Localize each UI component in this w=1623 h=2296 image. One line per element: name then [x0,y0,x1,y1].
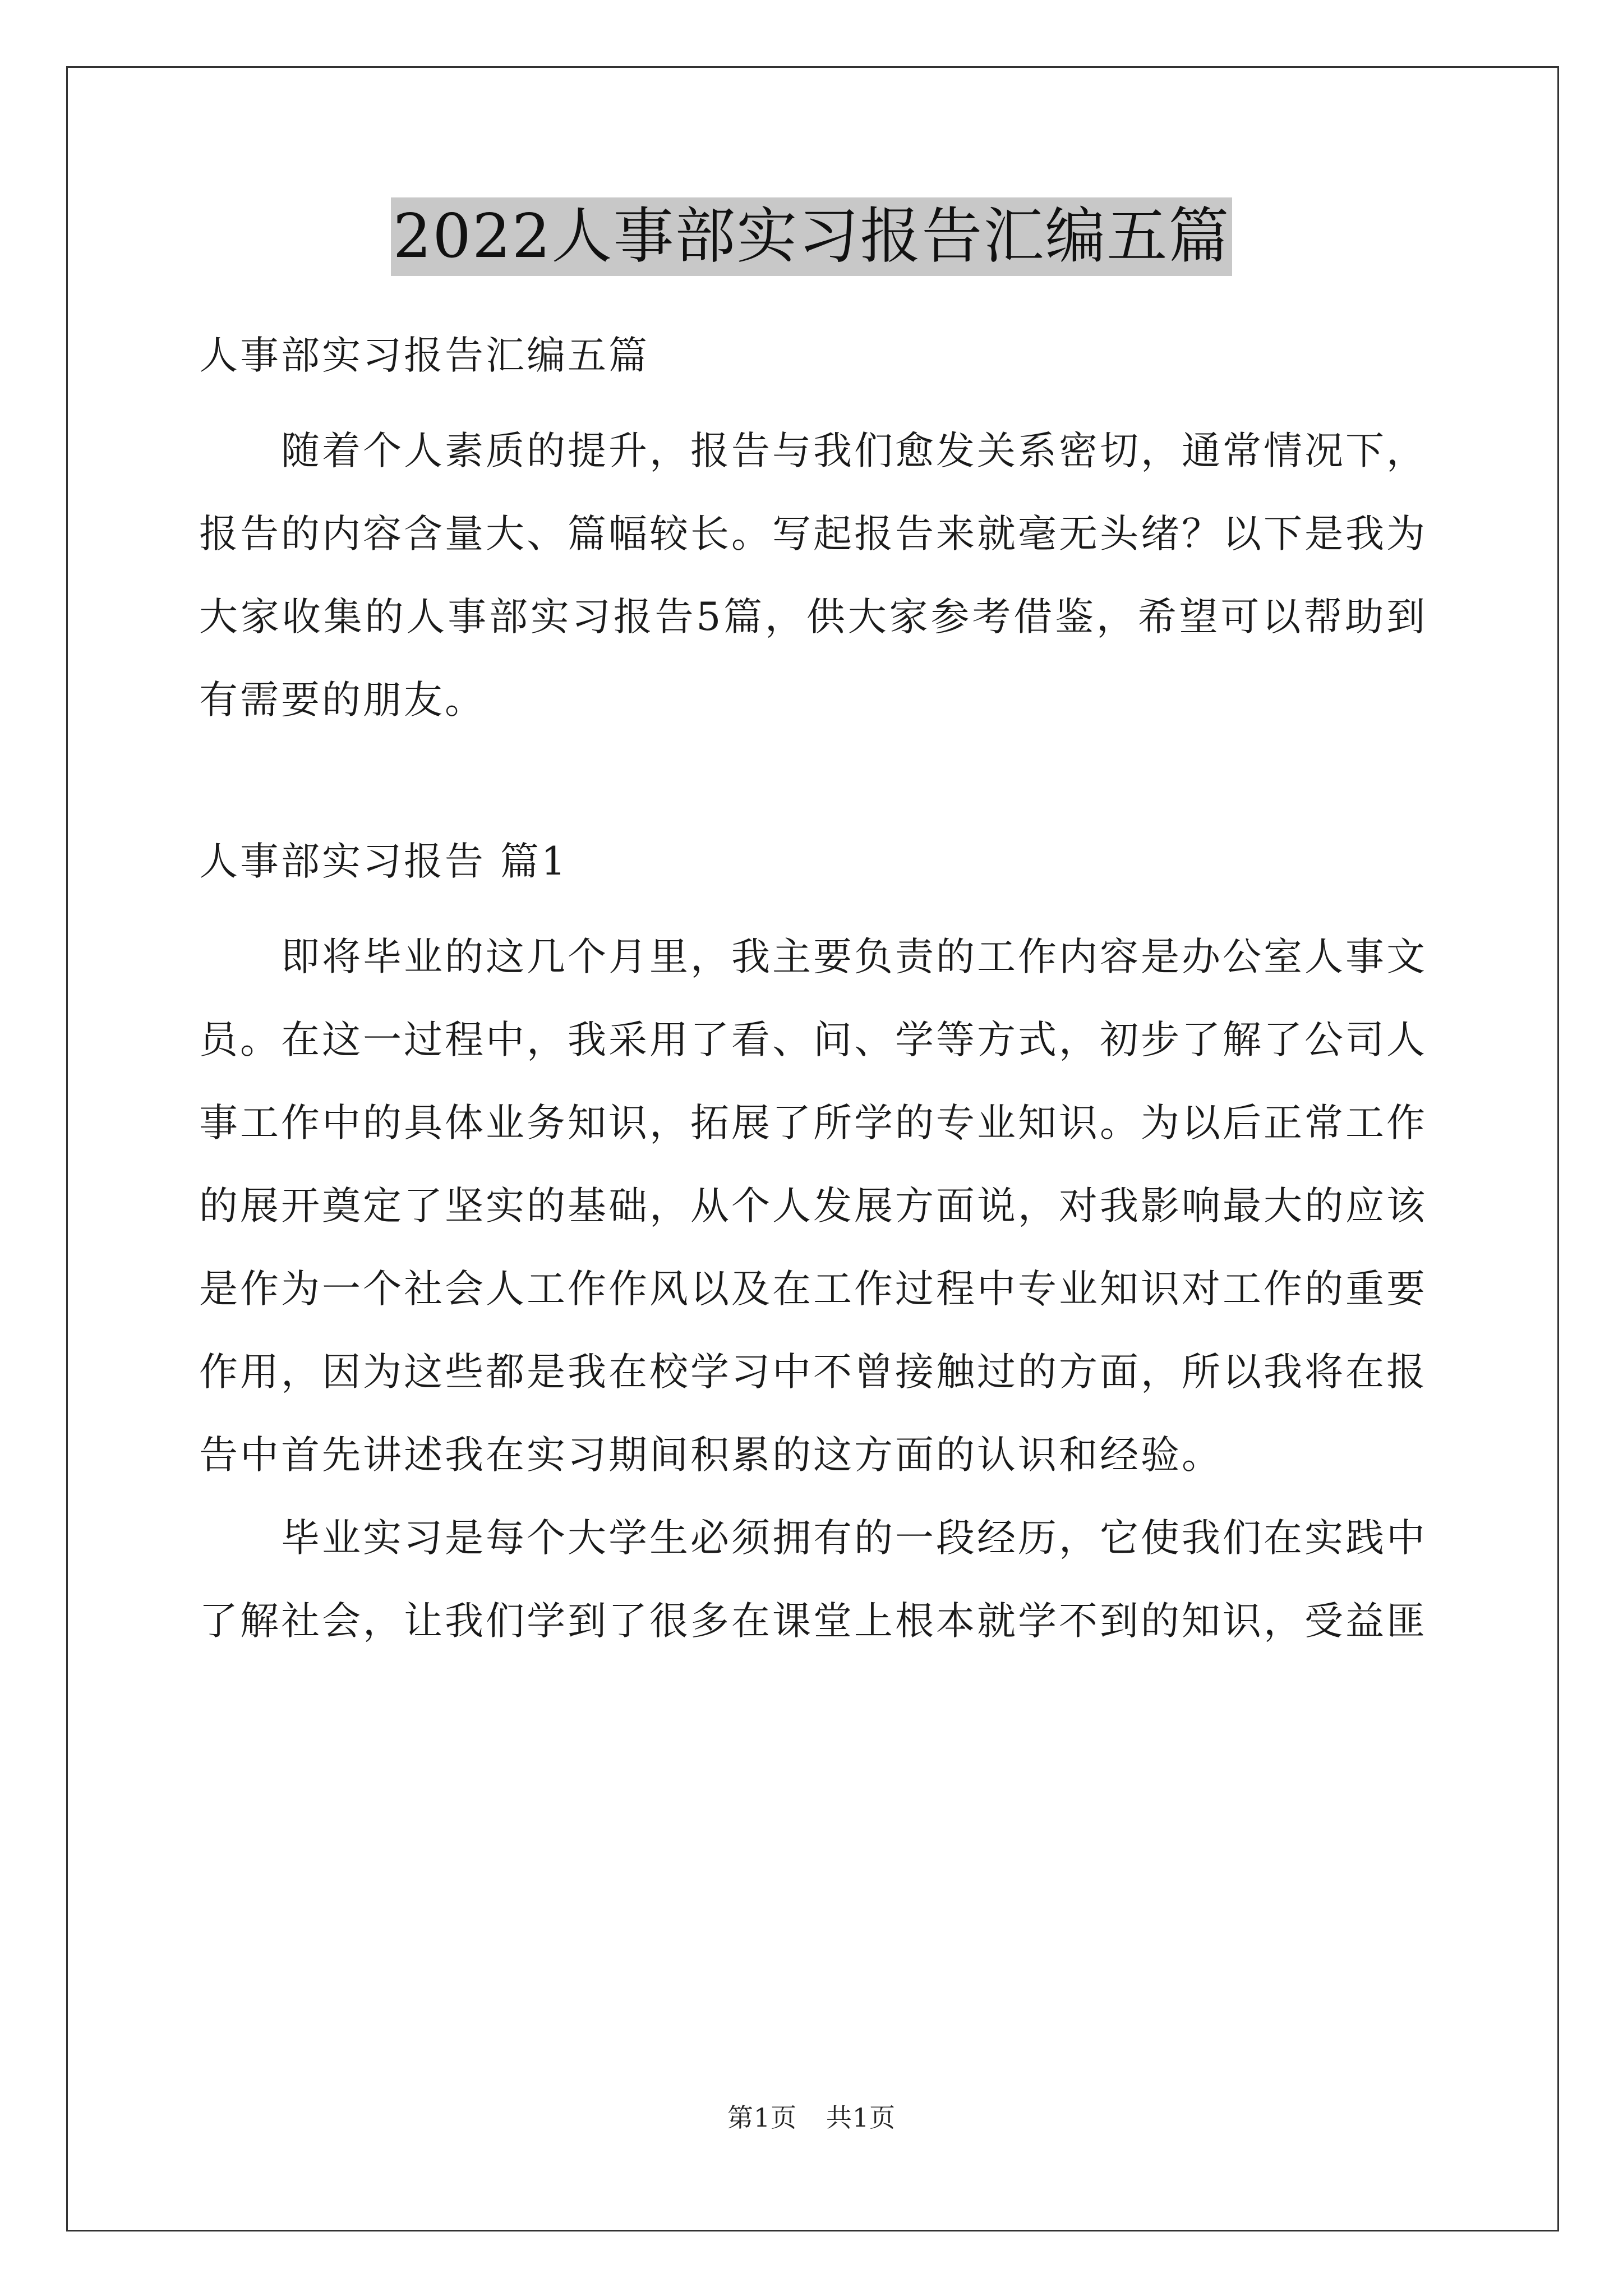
page-footer [0,2101,1623,2134]
intro-paragraph: 随着个人素质的提升，报告与我们愈发关系密切，通常情况下，报告的内容含量大、篇幅较长。写起报告来就毫无头绪？以下是我为大家收集的人事部实习报告5篇，供大家参考借鉴，希望可以帮助到有需要的朋友。 [199,429,1427,723]
page-number: 第1页 [727,2102,797,2133]
body-paragraph: 即将毕业的这几个月里，我主要负责的工作内容是办公室人事文员。在这一过程中，我采用了看、问、学等方式，初步了解了公司人事工作中的具体业务知识，拓展了所学的专业知识。为以后正常工作的展开奠定了坚实的基础，从个人发展方面说，对我影响最大的应该是作为一个社会人工作作风以及在工作过程中专业知识对工作的重要作用，因为这些都是我在校学习中不曾接触过的方面，所以我将在报告中首先讲述我在实习期间积累的这方面的认识和经验。 [199,935,1427,1478]
document-title: 2022人事部实习报告汇编五篇 [391,197,1233,276]
document-body [199,314,1427,1663]
page-total: 共1页 [826,2102,896,2133]
section-heading: 人事部实习报告 篇1 [199,839,568,884]
body-paragraph: 毕业实习是每个大学生必须拥有的一段经历，它使我们在实践中了解社会，让我们学到了很多在课堂上根本就学不到的知识，受益匪 [199,1516,1427,1644]
title-container [0,197,1623,276]
document-subtitle: 人事部实习报告汇编五篇 [199,333,649,378]
